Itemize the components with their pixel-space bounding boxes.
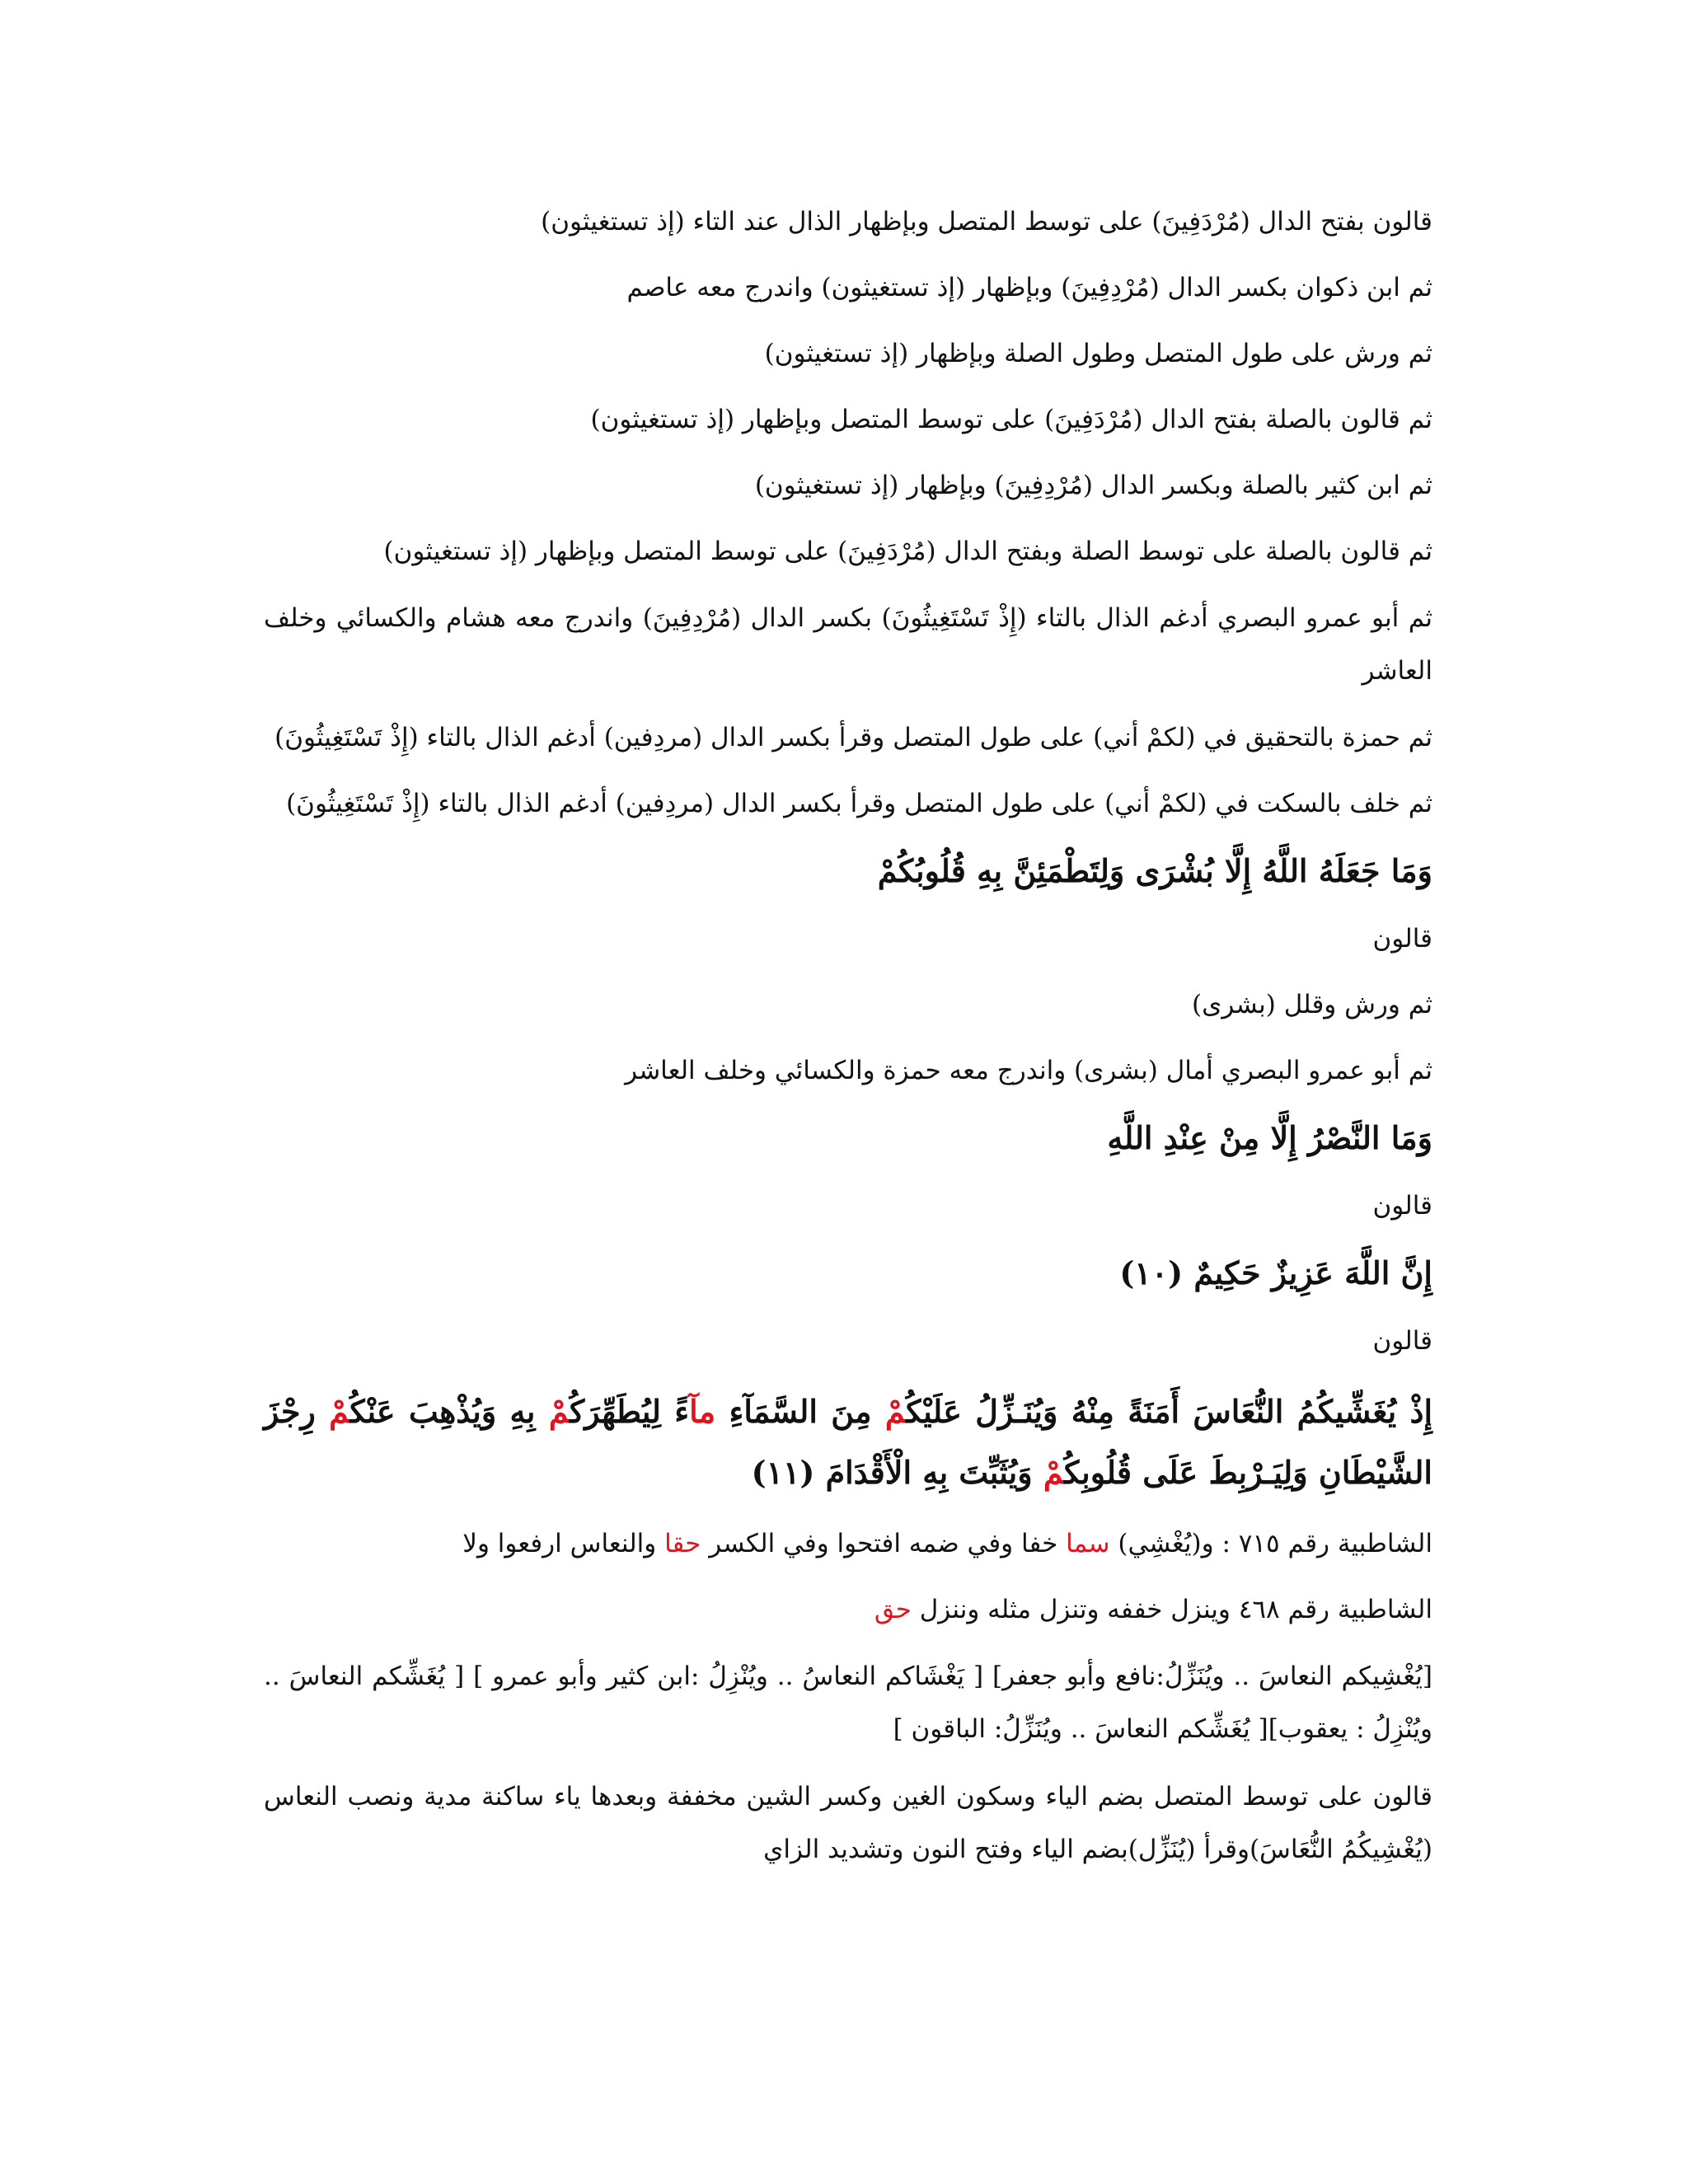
verse4-red-3: مْ: [548, 1393, 570, 1430]
verse4-red-5: مْ: [1043, 1454, 1065, 1491]
document-page: [264, 196, 1432, 1891]
shatibiya2-a: الشاطبية رقم ٤٦٨ وينزل خففه وتنزل مثله وننزل: [911, 1595, 1432, 1624]
quran-verse-4: [264, 1381, 1432, 1503]
text-line-4: ثم قالون بالصلة بفتح الدال (مُرْدَفِينَ) على توسط المتصل وبإظهار (إذ تستغيثون): [590, 405, 1432, 434]
text-line-7: ثم أبو عمرو البصري أدغم الذال بالتاء (إِذْ تَسْتَغِيثُونَ) بكسر الدال (مُرْدِفِينَ) واندرج معه هشام والكسائي وخلف العاشر: [264, 603, 1432, 686]
text-line-6: ثم قالون بالصلة على توسط الصلة وبفتح الدال (مُرْدَفِينَ) على توسط المتصل وبإظهار (إذ تستغيثون): [383, 537, 1432, 566]
text-line-9: ثم خلف بالسكت في (لكمْ أني) على طول المتصل وقرأ بكسر الدال (مردِفين) أدغم الذال بالتاء (إِذْ تَسْتَغِيثُونَ): [286, 789, 1432, 818]
reader-qalun-1: قالون: [1372, 924, 1432, 954]
reader-qalun-3: قالون: [1372, 1326, 1432, 1356]
quran-verse-2: وَمَا النَّصْرُ إِلَّا مِنْ عِنْدِ اللَّهِ: [1107, 1119, 1432, 1156]
shatibiya1-red-1: سما: [1066, 1529, 1110, 1558]
text-line-2: ثم ابن ذكوان بكسر الدال (مُرْدِفِينَ) وبإظهار (إذ تستغيثون) واندرج معه عاصم: [626, 273, 1432, 302]
verse4-red-4: مْ: [329, 1393, 350, 1430]
reader-abu-amr-line: ثم أبو عمرو البصري أمال (بشرى) واندرج معه حمزة والكسائي وخلف العاشر: [625, 1056, 1432, 1085]
shatibiya1-b: خفا وفي ضمه افتحوا وفي الكسر: [701, 1529, 1067, 1558]
text-line-8: ثم حمزة بالتحقيق في (لكمْ أني) على طول المتصل وقرأ بكسر الدال (مردِفين) أدغم الذال بالتاء (إِذْ تَسْتَغِيثُونَ): [274, 723, 1432, 752]
shatibiya-line-2: [264, 1584, 1432, 1635]
verse4-part-4: بِهِ وَيُذْهِبَ عَنْكُ: [349, 1393, 549, 1430]
quran-verse-3: إِنَّ اللَّهَ عَزِيزٌ حَكِيمٌ (١٠): [1119, 1254, 1432, 1291]
verse4-part-2: مِنَ السَّمَآءِ: [715, 1393, 885, 1430]
verse4-part-5: رِجْزَ الشَّيْطَانِ وَلِيَـرْبِطَ عَلَى قُلُوبِكُ: [264, 1393, 1432, 1491]
verse4-part-1: إِذْ يُغَشِّيكُمُ النُّعَاسَ أَمَنَةً مِنْهُ وَيُنَـزِّلُ عَلَيْكُ: [906, 1393, 1432, 1430]
shatibiya-line-1: [264, 1518, 1432, 1569]
shatibiya1-a: الشاطبية رقم ٧١٥ : و(يُغْشِي): [1109, 1529, 1432, 1558]
shatibiya1-red-2: حقا: [664, 1529, 701, 1558]
verse4-red-2: مآ: [689, 1393, 716, 1430]
reader-warsh-line: ثم ورش وقلل (بشرى): [1192, 990, 1432, 1019]
text-line-3: ثم ورش على طول المتصل وطول الصلة وبإظهار (إذ تستغيثون): [764, 339, 1432, 368]
quran-verse-1: وَمَا جَعَلَهُ اللَّهُ إِلَّا بُشْرَى وَلِتَطْمَئِنَّ بِهِ قُلُوبُكُمْ: [877, 852, 1432, 889]
verse4-part-6: وَيُثَبِّتَ بِهِ الْأَقْدَامَ (١١): [751, 1454, 1043, 1491]
verse4-red-1: مْ: [884, 1393, 907, 1430]
text-line-1: قالون بفتح الدال (مُرْدَفِينَ) على توسط المتصل وبإظهار الذال عند التاء (إذ تستغيثون): [541, 207, 1432, 237]
reader-qalun-2: قالون: [1372, 1191, 1432, 1221]
shatibiya2-red: حق: [874, 1595, 912, 1624]
verse4-part-3: ءً لِيُطَهِّرَكُ: [570, 1393, 690, 1430]
shatibiya1-c: والنعاس ارفعوا ولا: [462, 1529, 665, 1558]
text-line-5: ثم ابن كثير بالصلة وبكسر الدال (مُرْدِفِينَ) وبإظهار (إذ تستغيثون): [754, 471, 1432, 500]
readings-line: [يُغْشِيكم النعاسَ .. ويُنَزِّلُ:نافع وأبو جعفر] [ يَغْشَاكم النعاسُ .. ويُنْزِلُ :ابن كثير وأبو عمرو ] [ يُغَشِّكم النعاسَ .. ويُنْزِلُ : يعقوب][ يُغَشِّكم النعاسَ .. ويُنَزِّلُ: الباقون ]: [264, 1661, 1432, 1744]
final-paragraph: قالون على توسط المتصل بضم الياء وسكون الغين وكسر الشين مخففة وبعدها ياء ساكنة مدية ونصب النعاس (يُغْشِيكُمُ النُّعَاسَ)وقرأ (يُنَزِّل)بضم الياء وفتح النون وتشديد الزاي: [264, 1782, 1432, 1864]
